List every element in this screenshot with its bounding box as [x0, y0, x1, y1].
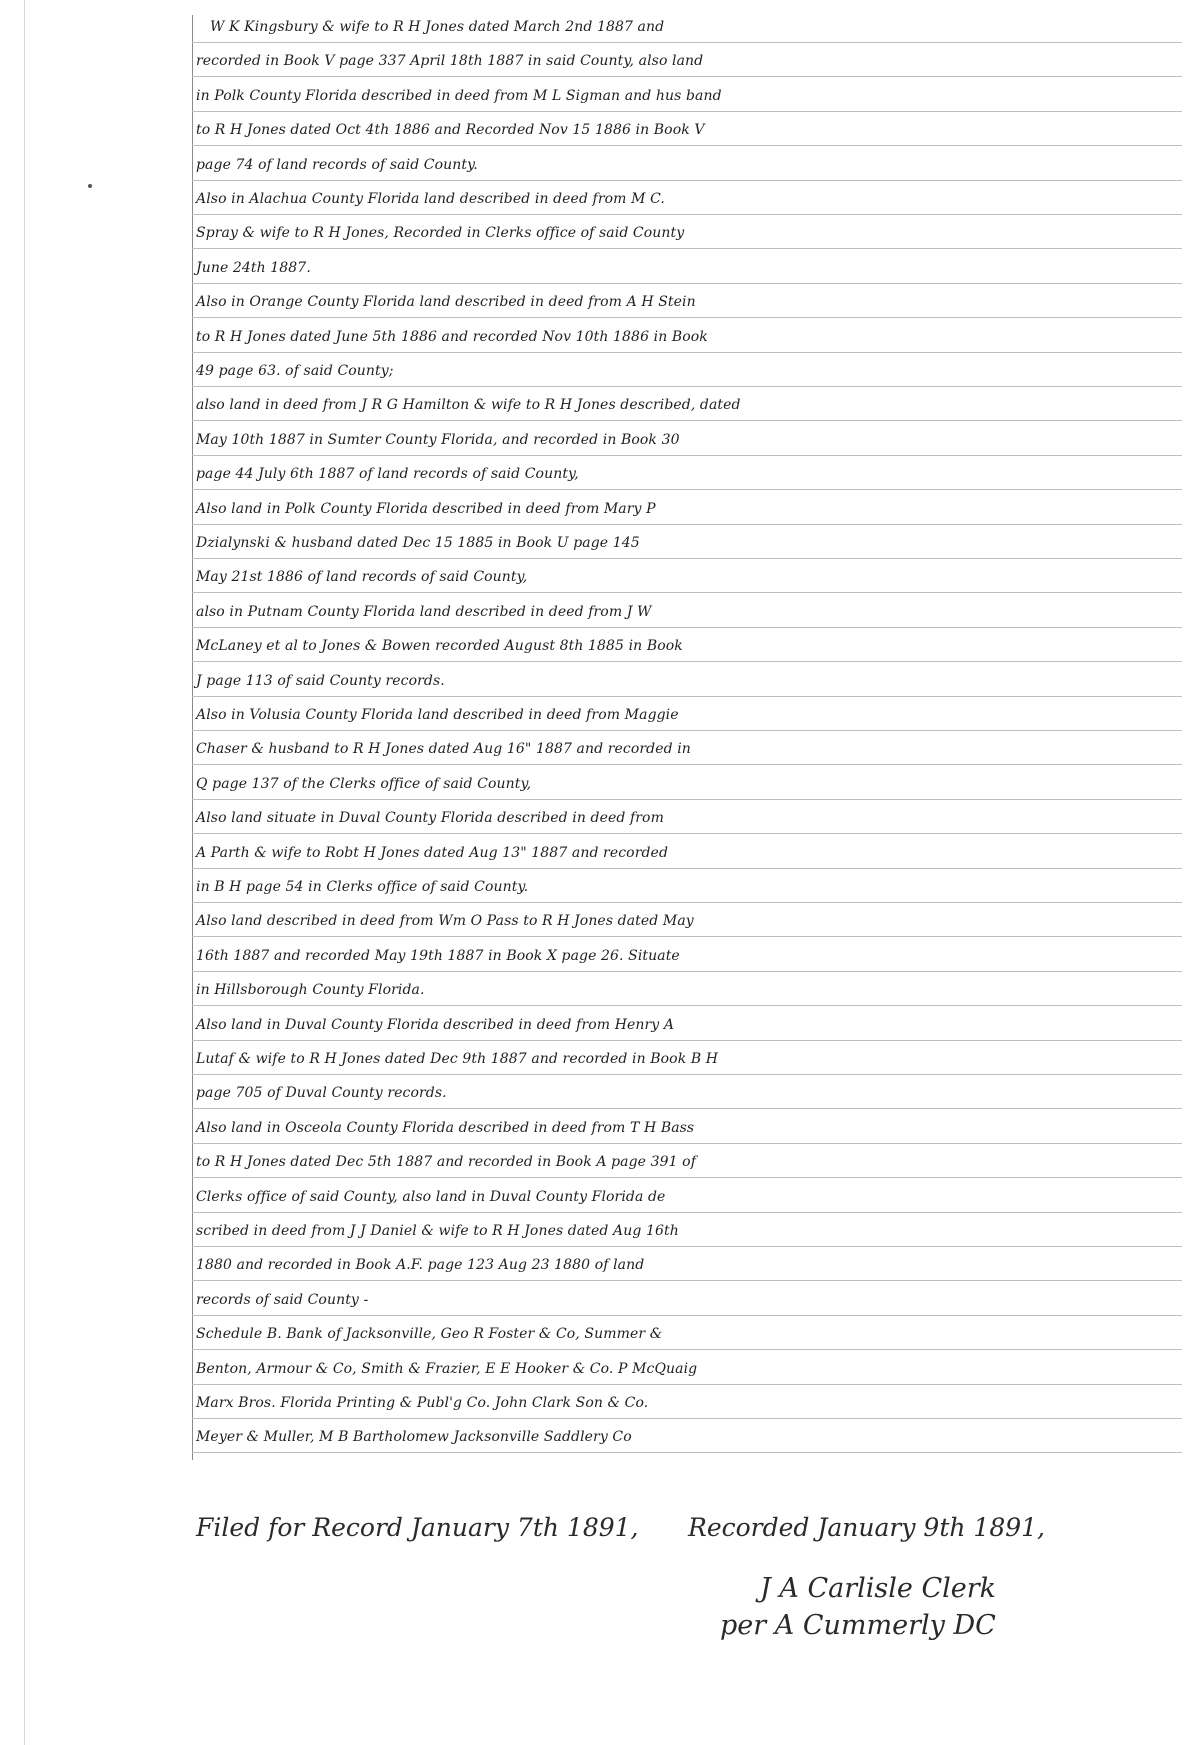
text-line: Also land in Osceola County Florida described in deed from T H Bass [196, 1119, 695, 1136]
text-line: Benton, Armour & Co, Smith & Frazier, E E Hooker & Co. P McQuaig [196, 1360, 698, 1377]
text-line: 1880 and recorded in Book A.F. page 123 Aug 23 1880 of land [196, 1257, 645, 1274]
text-line: McLaney et al to Jones & Bowen recorded August 8th 1885 in Book [196, 638, 683, 655]
ruled-line [192, 1212, 1182, 1213]
text-line: in Hillsborough County Florida. [196, 982, 425, 999]
text-line: Clerks office of said County, also land in Duval County Florida de [196, 1188, 666, 1205]
margin-rule [192, 15, 193, 1460]
text-line: J page 113 of said County records. [196, 672, 445, 689]
text-line: records of said County - [196, 1291, 369, 1308]
ruled-line [192, 524, 1182, 525]
text-line: June 24th 1887. [196, 259, 311, 276]
deputy-signature: per A Cummerly DC [720, 1610, 996, 1641]
ruled-line [192, 1315, 1182, 1316]
ruled-line [192, 1108, 1182, 1109]
text-line: to R H Jones dated Oct 4th 1886 and Recorded Nov 15 1886 in Book V [196, 122, 705, 139]
text-line: Also land in Duval County Florida described in deed from Henry A [196, 1016, 675, 1033]
text-line: Also land described in deed from Wm O Pass to R H Jones dated May [196, 913, 694, 930]
text-line: Schedule B. Bank of Jacksonville, Geo R Foster & Co, Summer & [196, 1326, 663, 1343]
recorded-date: Recorded January 9th 1891, [688, 1513, 1045, 1542]
ruled-line [192, 730, 1182, 731]
ruled-line [192, 1074, 1182, 1075]
text-line: Also in Alachua County Florida land described in deed from M C. [196, 191, 665, 207]
ruled-line [192, 283, 1182, 284]
text-line: Meyer & Muller, M B Bartholomew Jacksonville Saddlery Co [196, 1429, 632, 1446]
text-line: Also land situate in Duval County Florida described in deed from [196, 810, 664, 827]
text-line: also in Putnam County Florida land described in deed from J W [196, 603, 652, 620]
text-line: page 74 of land records of said County. [196, 156, 478, 173]
ruled-line [192, 1280, 1182, 1281]
text-line: May 10th 1887 in Sumter County Florida, and recorded in Book 30 [196, 431, 680, 448]
text-line: Also in Volusia County Florida land described in deed from Maggie [196, 707, 679, 723]
ruled-line [192, 111, 1182, 112]
ruled-line [192, 145, 1182, 146]
ruled-line [192, 696, 1182, 697]
ruled-line [192, 661, 1182, 662]
text-line: Spray & wife to R H Jones, Recorded in Clerks office of said County [196, 225, 685, 242]
ruled-line [192, 386, 1182, 387]
ruled-line [192, 455, 1182, 456]
filed-for-record: Filed for Record January 7th 1891, [196, 1513, 639, 1542]
text-line: also land in deed from J R G Hamilton & wife to R H Jones described, dated [196, 397, 741, 414]
ruled-line [192, 1005, 1182, 1006]
ruled-line [192, 1452, 1182, 1453]
page-edge [0, 0, 25, 1745]
ruled-line [192, 248, 1182, 249]
clerk-signature: J A Carlisle Clerk [760, 1573, 997, 1604]
text-line: May 21st 1886 of land records of said County, [196, 569, 528, 586]
ruled-line [192, 1040, 1182, 1041]
ruled-line [192, 558, 1182, 559]
ruled-line [192, 317, 1182, 318]
ruled-line [192, 76, 1182, 77]
ruled-line [192, 1384, 1182, 1385]
ruled-line [192, 833, 1182, 834]
ruled-line [192, 489, 1182, 490]
ruled-line [192, 799, 1182, 800]
ruled-line [192, 1246, 1182, 1247]
text-line: page 705 of Duval County records. [196, 1085, 447, 1102]
ruled-line [192, 868, 1182, 869]
ruled-line [192, 764, 1182, 765]
text-line: Dzialynski & husband dated Dec 15 1885 in Book U page 145 [196, 535, 640, 551]
ink-mark [88, 184, 92, 188]
text-line: page 44 July 6th 1887 of land records of said County, [196, 466, 579, 483]
ruled-line [192, 420, 1182, 421]
ruled-line [192, 352, 1182, 353]
text-line: Also land in Polk County Florida described in deed from Mary P [196, 500, 656, 517]
ruled-line [192, 180, 1182, 181]
text-line: 49 page 63. of said County; [196, 363, 394, 379]
text-line: 16th 1887 and recorded May 19th 1887 in Book X page 26. Situate [196, 947, 680, 964]
ruled-line [192, 42, 1182, 43]
text-line: Q page 137 of the Clerks office of said County, [196, 775, 532, 792]
text-line: Lutaf & wife to R H Jones dated Dec 9th 1887 and recorded in Book B H [196, 1051, 719, 1067]
text-line: in B H page 54 in Clerks office of said County. [196, 879, 529, 895]
text-line: Also in Orange County Florida land described in deed from A H Stein [196, 294, 696, 311]
text-line: Marx Bros. Florida Printing & Publ'g Co. John Clark Son & Co. [196, 1395, 649, 1411]
ruled-line [192, 627, 1182, 628]
text-line: A Parth & wife to Robt H Jones dated Aug 13" 1887 and recorded [196, 844, 669, 861]
ruled-line [192, 214, 1182, 215]
text-line: recorded in Book V page 337 April 18th 1887 in said County, also land [196, 53, 704, 70]
ruled-line [192, 1143, 1182, 1144]
ruled-line [192, 592, 1182, 593]
ruled-line [192, 1349, 1182, 1350]
ruled-line [192, 1177, 1182, 1178]
ruled-line [192, 902, 1182, 903]
ruled-line [192, 971, 1182, 972]
text-line: scribed in deed from J J Daniel & wife to R H Jones dated Aug 16th [196, 1223, 679, 1239]
ruled-line [192, 936, 1182, 937]
text-line: in Polk County Florida described in deed from M L Sigman and hus band [196, 87, 722, 104]
text-line: W K Kingsbury & wife to R H Jones dated March 2nd 1887 and [210, 19, 665, 35]
text-line: to R H Jones dated Dec 5th 1887 and recorded in Book A page 391 of [196, 1154, 696, 1171]
ruled-line [192, 1418, 1182, 1419]
text-line: Chaser & husband to R H Jones dated Aug 16" 1887 and recorded in [196, 741, 691, 758]
text-line: to R H Jones dated June 5th 1886 and recorded Nov 10th 1886 in Book [196, 328, 708, 345]
